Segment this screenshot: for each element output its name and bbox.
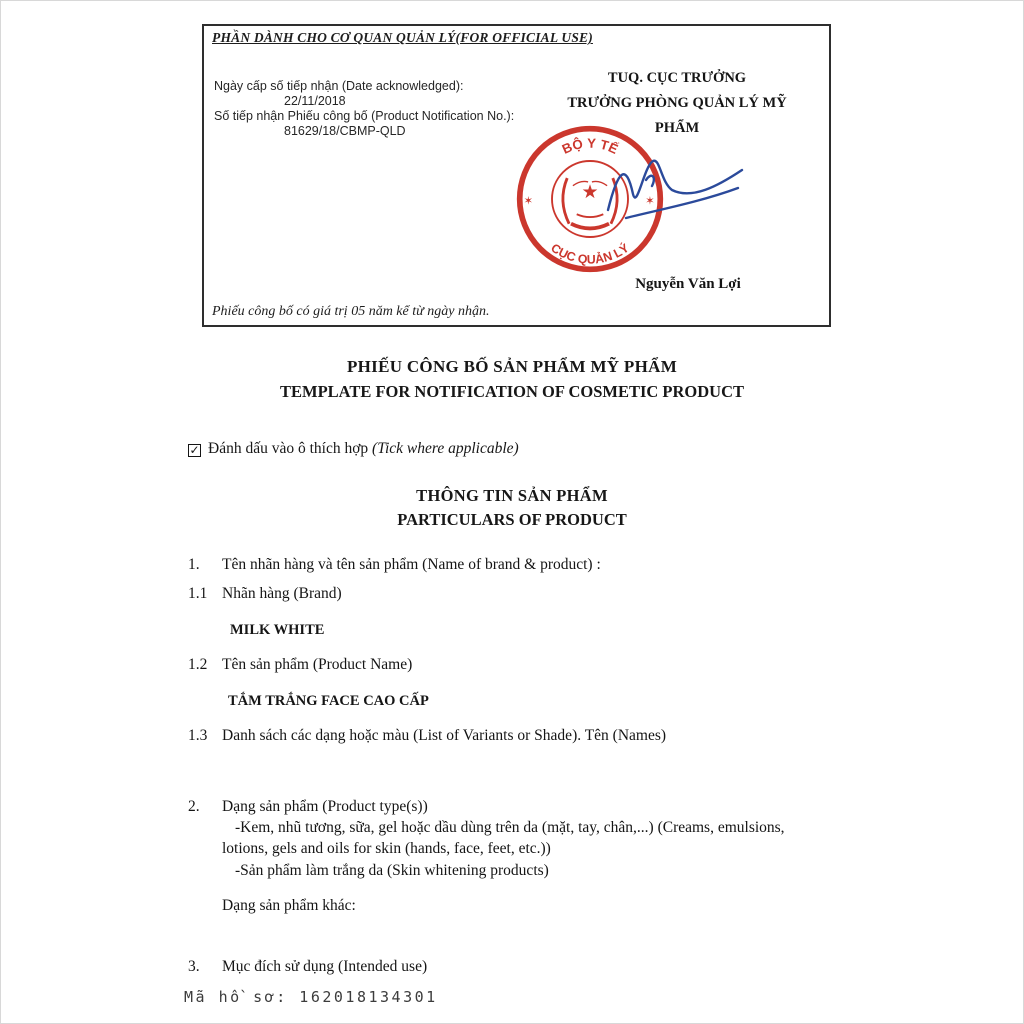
item-1-1-number: 1.1	[188, 585, 208, 602]
validity-note: Phiếu công bố có giá trị 05 năm kể từ ngày nhận.	[212, 304, 490, 319]
item-1-2	[188, 656, 412, 674]
item-1-3	[188, 727, 666, 745]
stamp-department-text: CỤC QUẢN LÝ	[548, 240, 632, 267]
item-1-3-label: Danh sách các dạng hoặc màu (List of Variants or Shade). Tên (Names)	[222, 727, 667, 744]
item-1-number: 1.	[188, 556, 200, 573]
date-acknowledged-value: 22/11/2018	[284, 94, 346, 108]
signature-svg	[600, 148, 752, 238]
item-2-type-line-2: -Sản phẩm làm trắng da (Skin whitening products)	[235, 862, 549, 879]
approver-title-line2: TRƯỞNG PHÒNG QUẢN LÝ MỸ PHẨM	[567, 95, 787, 136]
section-title-vi: THÔNG TIN SẢN PHẨM	[416, 486, 608, 505]
signature-icon	[600, 148, 752, 238]
item-2-number: 2.	[188, 798, 200, 815]
tick-instruction-text: Đánh dấu vào ô thích hợp	[208, 440, 373, 457]
brand-value: MILK WHITE	[230, 622, 325, 638]
tick-instruction-row	[188, 440, 519, 458]
item-1-3-number: 1.3	[188, 727, 208, 744]
notification-number-label: Số tiếp nhận Phiếu công bố (Product Notification No.):	[214, 109, 515, 123]
official-use-box	[202, 24, 831, 327]
acknowledgement-block	[214, 79, 514, 139]
item-2-other-label: Dạng sản phẩm khác:	[222, 897, 356, 914]
item-3-label: Mục đích sử dụng (Intended use)	[222, 958, 428, 975]
item-2-label: Dạng sản phẩm (Product type(s))	[222, 798, 428, 815]
item-1	[188, 556, 601, 574]
checked-checkbox-icon: ✓	[189, 443, 200, 457]
item-1-1	[188, 585, 342, 603]
item-1-2-label: Tên sản phẩm (Product Name)	[222, 656, 413, 673]
stamp-center-star-icon: ★	[581, 182, 599, 204]
doc-title-en: TEMPLATE FOR NOTIFICATION OF COSMETIC PRODUCT	[279, 382, 744, 401]
doc-title-vi: PHIẾU CÔNG BỐ SẢN PHẨM MỸ PHẨM	[346, 357, 678, 376]
approver-name: Nguyễn Văn Lợi	[635, 276, 741, 292]
section-title-en: PARTICULARS OF PRODUCT	[397, 510, 627, 529]
official-use-header: PHẦN DÀNH CHO CƠ QUAN QUẢN LÝ(FOR OFFICIAL USE)	[212, 30, 593, 45]
tick-instruction-text-en: (Tick where applicable)	[372, 440, 519, 457]
file-code: Mã hồ sơ: 162018134301	[184, 988, 438, 1006]
item-3	[188, 958, 427, 976]
item-2-type-line-1: -Kem, nhũ tương, sữa, gel hoặc dầu dùng trên da (mặt, tay, chân,...) (Creams, emulsions, lotions, gels and oils for skin (hands, face, feet, etc.))	[222, 819, 785, 857]
date-acknowledged-label: Ngày cấp số tiếp nhận (Date acknowledged):	[214, 79, 464, 93]
item-1-1-label: Nhãn hàng (Brand)	[222, 585, 342, 602]
product-name-value: TẮM TRẮNG FACE CAO CẤP	[228, 693, 429, 709]
approver-title-line1: TUQ. CỤC TRƯỞNG	[607, 70, 747, 86]
stamp-right-star-icon: ✶	[645, 195, 655, 208]
item-1-label: Tên nhãn hàng và tên sản phẩm (Name of brand & product) :	[222, 556, 601, 573]
item-2	[188, 798, 428, 816]
stamp-ministry-text: BỘ Y TẾ	[559, 135, 621, 157]
notification-number-value: 81629/18/CBMP-QLD	[284, 124, 406, 138]
stamp-left-star-icon: ✶	[523, 195, 534, 208]
item-3-number: 3.	[188, 958, 200, 975]
item-1-2-number: 1.2	[188, 656, 208, 673]
